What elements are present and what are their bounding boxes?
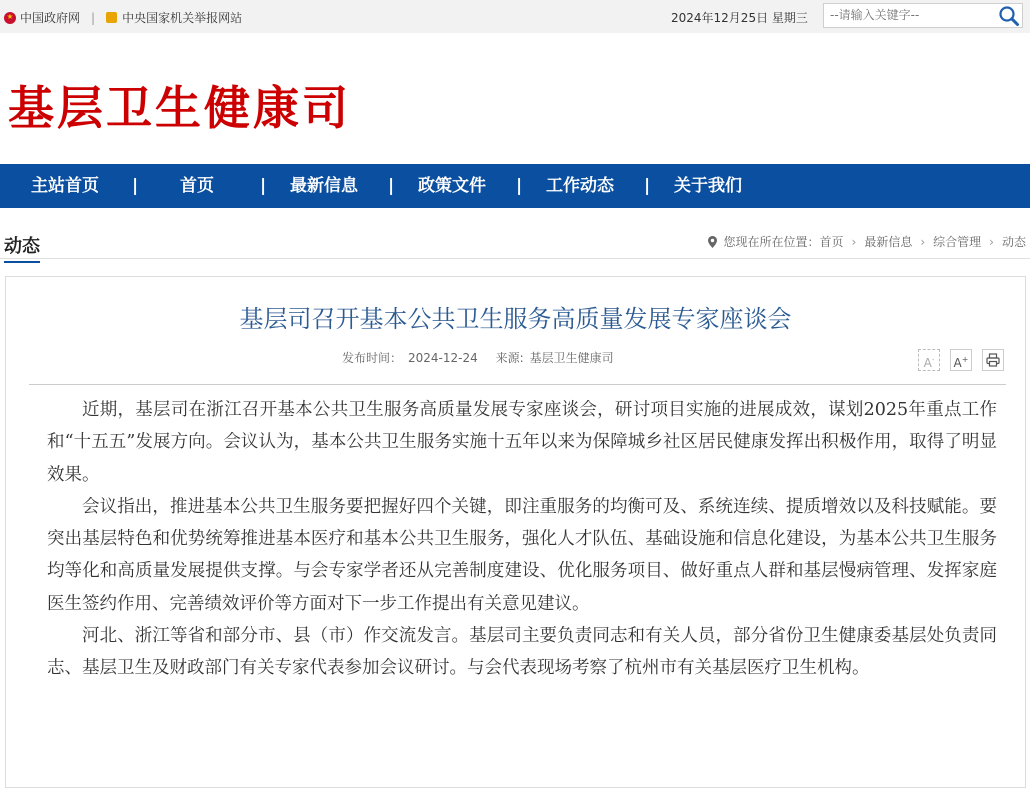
- article-title: 基层司召开基本公共卫生服务高质量发展专家座谈会: [239, 305, 792, 333]
- nav-item-about[interactable]: 关于我们: [674, 176, 742, 196]
- breadcrumb-latest[interactable]: 最新信息: [864, 235, 913, 249]
- article-body: [47, 394, 997, 685]
- publish-date: 2024-12-24: [408, 351, 478, 365]
- section-title: 动态: [4, 232, 40, 263]
- print-icon[interactable]: [982, 349, 1004, 371]
- top-links: [4, 9, 242, 26]
- nav-separator: |: [644, 176, 651, 196]
- gov-link[interactable]: 中国政府网: [20, 11, 81, 25]
- font-increase-icon[interactable]: A+: [950, 349, 972, 371]
- breadcrumb-separator: ›: [920, 234, 926, 249]
- report-link[interactable]: 中央国家机关举报网站: [122, 11, 243, 25]
- nav-item-latest[interactable]: 最新信息: [290, 176, 358, 196]
- breadcrumb-current[interactable]: 动态: [1001, 235, 1026, 249]
- font-decrease-icon[interactable]: A-: [918, 349, 940, 371]
- paragraph: 河北、浙江等省和部分市、县（市）作交流发言。基层司主要负责同志和有关人员，部分省份卫生健康委基层处负责同志、基层卫生及财政部门有关专家代表参加会议研讨。与会代表现场考察了杭州市有关基层医疗卫生机构。: [47, 626, 997, 679]
- breadcrumb-home[interactable]: 首页: [819, 235, 844, 249]
- article-container: [5, 276, 1026, 788]
- font-decrease-label: A: [923, 356, 932, 370]
- paragraph: 会议指出，推进基本公共卫生服务要把握好四个关键，即注重服务的均衡可及、系统连续、提质增效以及科技赋能。要突出基层特色和优势统筹推进基本医疗和基本公共卫生服务，强化人才队伍、基础设施和信息化建设，为基本公共卫生服务均等化和高质量发展提供支撑。与会专家学者还从完善制度建设、优化服务项目、做好重点人群和基层慢病管理、发挥家庭医生签约作用、完善绩效评价等方面对下一步工作提出有关意见建议。: [47, 496, 997, 614]
- source-value: 基层卫生健康司: [529, 351, 614, 365]
- search-input[interactable]: [824, 4, 1006, 26]
- location-label: 您现在所在位置：: [723, 235, 820, 249]
- emblem-icon: [4, 12, 16, 24]
- nav-item-home[interactable]: 首页: [180, 176, 214, 196]
- article-divider: [29, 384, 1006, 385]
- source-label: 来源:: [495, 351, 524, 365]
- paragraph: 近期，基层司在浙江召开基本公共卫生服务高质量发展专家座谈会，研讨项目实施的进展成效，谋划2025年重点工作和“十五五”发展方向。会议认为，基本公共卫生服务实施十五年以来为保障城乡社区居民健康发挥出积极作用，取得了明显效果。: [47, 400, 997, 485]
- font-increase-label: A: [953, 356, 962, 370]
- nav-separator: |: [132, 176, 139, 196]
- breadcrumb: [708, 233, 1026, 250]
- breadcrumb-separator: ›: [851, 234, 857, 249]
- report-icon: [106, 12, 117, 23]
- section-divider: [0, 258, 1030, 259]
- top-utility-bar: [0, 0, 1030, 33]
- nav-item-policy[interactable]: 政策文件: [418, 176, 486, 196]
- top-separator: |: [91, 10, 96, 25]
- breadcrumb-general[interactable]: 综合管理: [933, 235, 982, 249]
- nav-separator: |: [388, 176, 395, 196]
- search-box: [823, 3, 1023, 28]
- site-title: 基层卫生健康司: [8, 81, 351, 135]
- nav-item-work-news[interactable]: 工作动态: [546, 176, 614, 196]
- search-icon[interactable]: [998, 5, 1020, 27]
- current-date: 2024年12月25日 星期三: [671, 11, 808, 25]
- nav-separator: |: [260, 176, 267, 196]
- nav-separator: |: [516, 176, 523, 196]
- nav-item-main-home[interactable]: 主站首页: [31, 176, 99, 196]
- main-nav: [0, 164, 1030, 208]
- breadcrumb-separator: ›: [989, 234, 994, 249]
- article-meta: [342, 349, 620, 366]
- publish-label: 发布时间：: [342, 351, 403, 365]
- location-pin-icon: [708, 236, 717, 248]
